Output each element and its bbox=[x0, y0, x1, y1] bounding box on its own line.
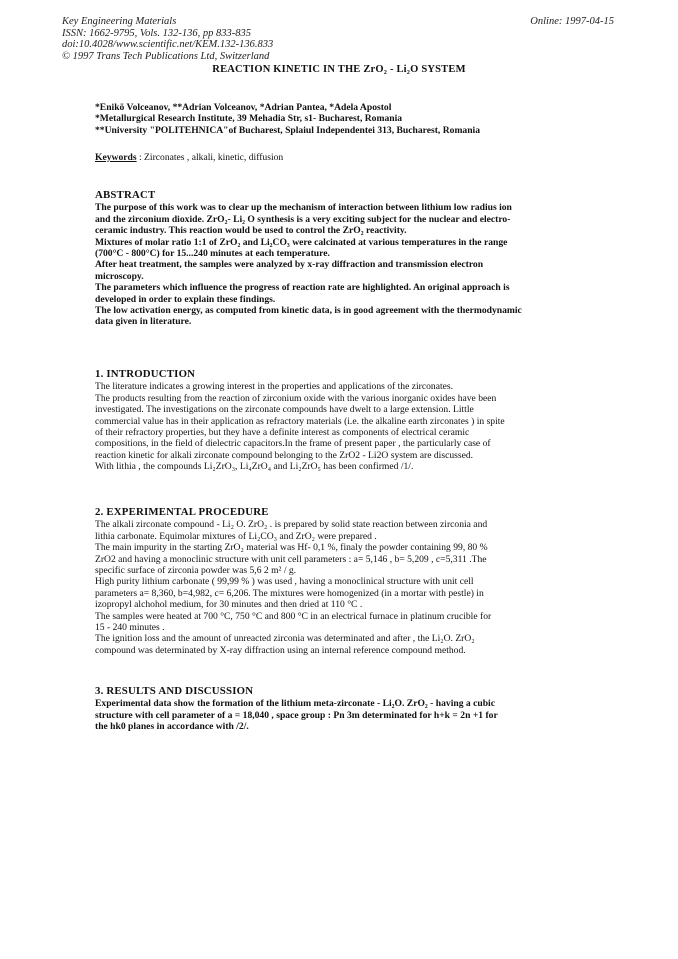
text-line: and the zirconium dioxide. ZrO₂- Li₂ O synthesis is a very exciting subject for the nuclear and electro- bbox=[95, 213, 511, 225]
text-line: structure with cell parameter of a = 18,040 , space group : Pn 3m determinated for h+k = 2n +1 for bbox=[95, 709, 498, 721]
keywords-text: : Zirconates , alkali, kinetic, diffusion bbox=[136, 152, 284, 163]
text-line: The parameters which influence the progress of reaction rate are highlighted. An original approach is bbox=[95, 282, 510, 294]
abstract-section bbox=[95, 190, 565, 328]
text-line: ceramic industry. This reaction would be used to control the ZrO₂ reactivity. bbox=[95, 225, 407, 237]
text-line: Mixtures of molar ratio 1:1 of ZrO₂ and Li₂CO₃ were calcinated at various temperatures in the range bbox=[95, 236, 508, 248]
text-line: The samples were heated at 700 °C, 750 °C and 800 °C in an electrical furnace in platinum crucible for bbox=[95, 610, 492, 622]
text-line: After heat treatment, the samples were analyzed by x-ray diffraction and transmission electron bbox=[95, 259, 484, 271]
abstract-heading: ABSTRACT bbox=[95, 189, 156, 201]
publication-info bbox=[62, 16, 273, 62]
results-section bbox=[95, 686, 565, 733]
copyright-info: © 1997 Trans Tech Publications Ltd, Switzerland bbox=[62, 50, 270, 62]
text-line: compositions, in the field of dielectric capacitors.In the frame of present paper , the particularly case of bbox=[95, 438, 491, 450]
text-line: The alkali zirconate compound - Li₂ O. ZrO₂ . is prepared by solid state reaction between zirconia and bbox=[95, 519, 488, 531]
experimental-heading: 2. EXPERIMENTAL PROCEDURE bbox=[95, 506, 269, 518]
issn-info: ISSN: 1662-9795, Vols. 132-136, pp 833-835 bbox=[62, 27, 251, 39]
text-line: The purpose of this work was to clear up the mechanism of interaction between lithium low radius ion bbox=[95, 202, 512, 214]
text-line: lithia carbonate. Equimolar mixtures of Li₂CO₃ and ZrO₂ were prepared . bbox=[95, 530, 377, 542]
introduction-heading: 1. INTRODUCTION bbox=[95, 368, 196, 380]
text-line: data given in literature. bbox=[95, 316, 192, 328]
text-line: compound was determinated by X-ray diffraction using an internal reference compound method. bbox=[95, 644, 466, 656]
keywords-label: Keywords bbox=[95, 152, 137, 163]
text-line: ZrO2 and having a monoclinic structure with unit cell parameters : a= 5,146 , b= 5,209 , c=5,311 .The bbox=[95, 553, 487, 565]
text-line: (700°C - 800°C) for 15...240 minutes at each temperature. bbox=[95, 248, 330, 260]
text-line: The products resulting from the reaction of zirconium oxide with the various inorganic oxides have been bbox=[95, 392, 497, 404]
text-line: The ignition loss and the amount of unreacted zirconia was determinated and after , the Li₂O. ZrO₂ bbox=[95, 633, 475, 645]
text-line: investigated. The investigations on the zirconate compounds have dwelt to a large extension. Little bbox=[95, 404, 474, 416]
text-line: developed in order to explain these findings. bbox=[95, 293, 276, 305]
text-line: commercial value has in their application as refractory materials (i.e. the alkaline earth zirconates ) in spite bbox=[95, 415, 505, 427]
text-line: of their refractory properties, but they have a definite interest as components of electrical ceramic bbox=[95, 427, 470, 439]
text-line: With lithia , the compounds Li₂ZrO₃, Li₄ZrO₄ and Li₂ZrO₅ has been confirmed /1/. bbox=[95, 461, 414, 473]
text-line: The literature indicates a growing interest in the properties and applications of the zirconates. bbox=[95, 381, 454, 393]
introduction-section bbox=[95, 369, 565, 473]
journal-name: Key Engineering Materials bbox=[62, 16, 177, 27]
text-line: microscopy. bbox=[95, 270, 144, 282]
text-line: High purity lithium carbonate ( 99,99 % ) was used , having a monoclinical structure with unit cell bbox=[95, 576, 474, 588]
doi-info: doi:10.4028/www.scientific.net/KEM.132-136.833 bbox=[62, 39, 274, 50]
results-heading: 3. RESULTS AND DISCUSSION bbox=[95, 685, 254, 697]
author-names: *Enikö Volceanov, **Adrian Volceanov, *Adrian Pantea, *Adela Apostol bbox=[95, 102, 392, 113]
text-line: reaction kinetic for alkali zirconate compound belonging to the ZrO2 - Li2O system are discussed. bbox=[95, 449, 474, 461]
paper-title: REACTION KINETIC IN THE ZrO₂ - Li₂O SYSTEM bbox=[212, 64, 466, 75]
text-line: Experimental data show the formation of the lithium meta-zirconate - Li₂O. ZrO₂ - having a cubic bbox=[95, 698, 495, 710]
affiliation-1: *Metallurgical Research Institute, 39 Mehadia Str, s1- Bucharest, Romania bbox=[95, 113, 403, 125]
text-line: The low activation energy, as computed from kinetic data, is in good agreement with the thermodynamic bbox=[95, 305, 522, 317]
online-date: Online: 1997-04-15 bbox=[530, 16, 614, 27]
keywords-line bbox=[95, 152, 565, 163]
author-block bbox=[95, 102, 565, 136]
affiliation-2: **University "POLITEHNICA"of Bucharest, Splaiul Independentei 313, Bucharest, Romania bbox=[95, 124, 481, 136]
text-line: izopropyl alchohol medium, for 30 minutes and then dried at 110 °C . bbox=[95, 599, 363, 611]
experimental-section bbox=[95, 507, 565, 656]
text-line: The main impurity in the starting ZrO₂ material was Hf- 0,1 %, finaly the powder containing 99, 80 % bbox=[95, 542, 488, 554]
text-line: parameters a= 8,360, b=4,982, c= 6,206. The mixtures were homogenized (in a mortar with pestle) in bbox=[95, 587, 484, 599]
text-line: 15 - 240 minutes . bbox=[95, 622, 165, 634]
text-line: the hk0 planes in accordance with /2/. bbox=[95, 721, 249, 733]
text-line: specific surface of zirconia powder was 5,6 2 m² / g. bbox=[95, 565, 297, 577]
